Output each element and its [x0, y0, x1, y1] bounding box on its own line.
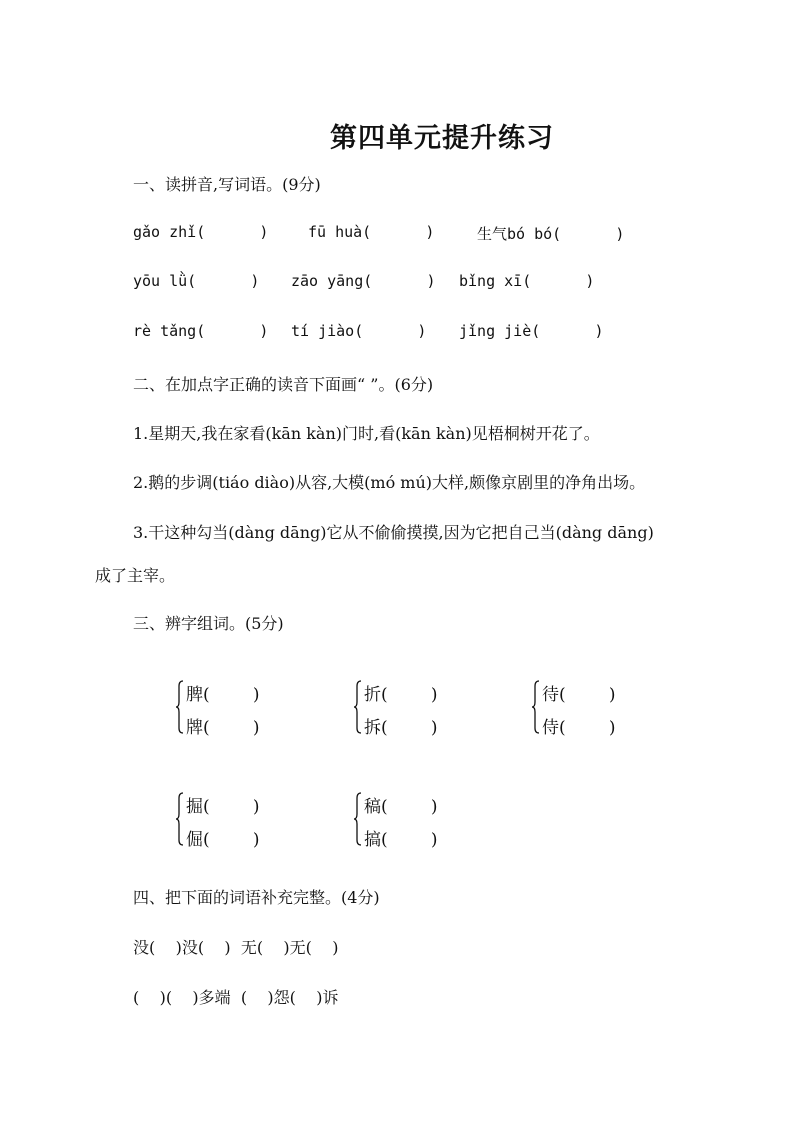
section-4-heading: 四、把下面的词语补充完整。(4分): [133, 888, 380, 907]
sentence-1: 1.星期天,我在家看(kān kàn)门时,看(kān kàn)见梧桐树开花了。: [133, 424, 600, 443]
pinyin-item: tí jiào( ): [291, 322, 427, 340]
char-group-bottom: 侍( ): [542, 718, 616, 738]
brace-icon: [354, 680, 362, 734]
pinyin-item: fū huà( ): [308, 223, 435, 241]
char-group-bottom: 牌( ): [186, 718, 260, 738]
pinyin-item: yōu lǜ( ): [133, 272, 260, 290]
section-2-heading: 二、在加点字正确的读音下面画“ ”。(6分): [133, 375, 434, 394]
fill-words-row-2: ( )( )多端 ( )怨( )诉: [133, 988, 339, 1007]
char-group-bottom: 拆( ): [364, 718, 438, 738]
char-group: [176, 792, 316, 848]
pinyin-item: gǎo zhǐ( ): [133, 223, 269, 241]
fill-words-row-1: 没( )没( ) 无( )无( ): [133, 938, 339, 957]
char-group-top: 折( ): [364, 685, 438, 705]
char-group: [532, 680, 672, 736]
pinyin-item: zāo yāng( ): [291, 272, 436, 290]
sentence-2: 2.鹅的步调(tiáo diào)从容,大模(mó mú)大样,颇像京剧里的净角出场。: [133, 473, 646, 492]
char-group: [354, 680, 494, 736]
char-group: [176, 680, 316, 736]
char-group: [354, 792, 494, 848]
pinyin-item: jǐng jiè( ): [459, 322, 604, 340]
sentence-3-continued: 成了主宰。: [95, 566, 176, 585]
section-3-heading: 三、辨字组词。(5分): [133, 614, 284, 633]
char-group-bottom: 搞( ): [364, 830, 438, 850]
section-1-heading: 一、读拼音,写词语。(9分): [133, 175, 321, 194]
char-group-top: 稿( ): [364, 797, 438, 817]
brace-icon: [354, 792, 362, 846]
brace-icon: [532, 680, 540, 734]
char-group-top: 待( ): [542, 685, 616, 705]
pinyin-item: bǐng xī( ): [459, 272, 595, 290]
brace-icon: [176, 680, 184, 734]
char-group-top: 掘( ): [186, 797, 260, 817]
page-title: 第四单元提升练习: [330, 123, 554, 154]
brace-icon: [176, 792, 184, 846]
pinyin-item: rè tǎng( ): [133, 322, 269, 340]
sentence-3: 3.干这种勾当(dàng dāng)它从不偷偷摸摸,因为它把自己当(dàng dāng): [133, 523, 654, 542]
char-group-top: 脾( ): [186, 685, 260, 705]
pinyin-item: 生气bó bó( ): [477, 225, 625, 243]
char-group-bottom: 倔( ): [186, 830, 260, 850]
